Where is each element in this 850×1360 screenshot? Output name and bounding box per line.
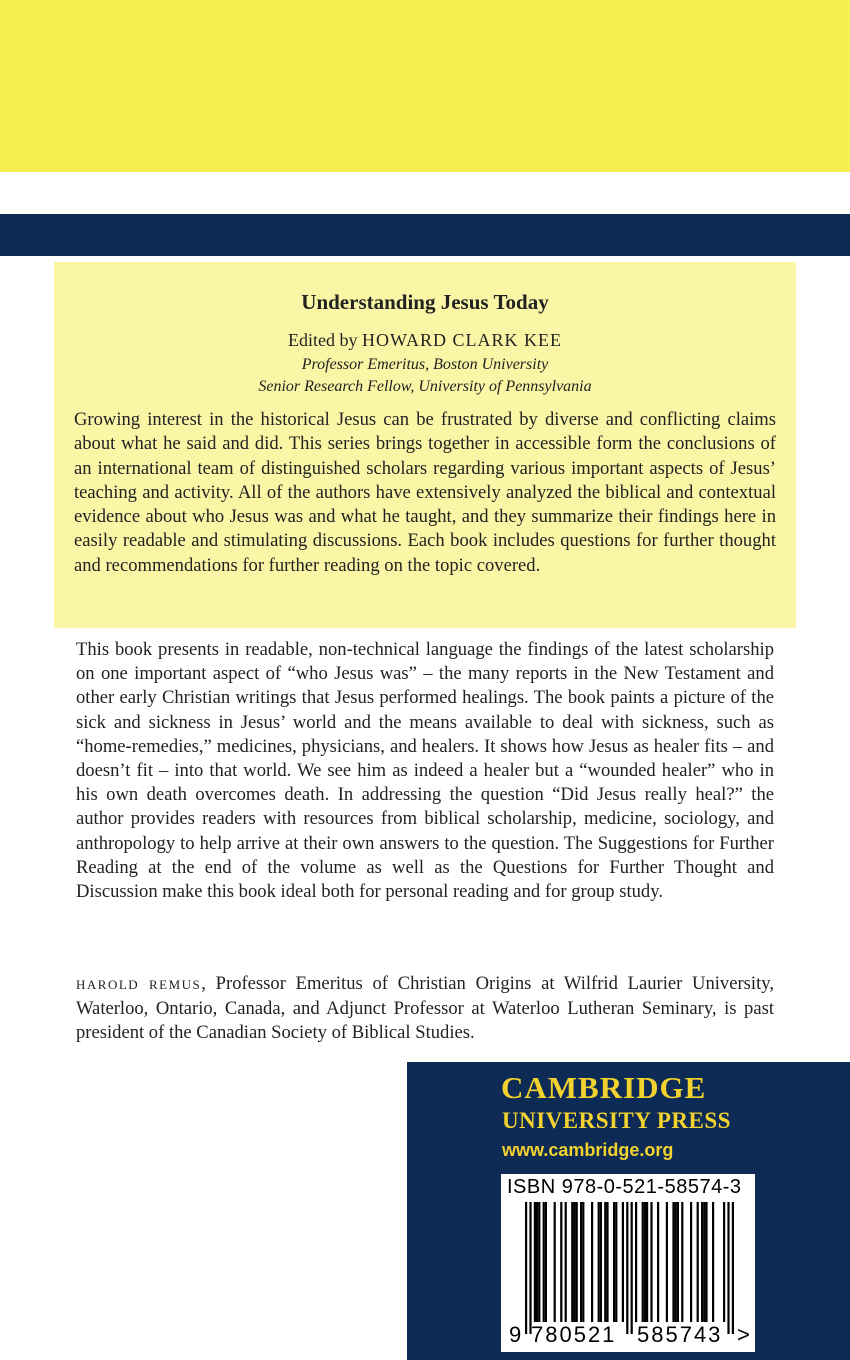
barcode-bar bbox=[571, 1202, 573, 1322]
barcode-bar bbox=[635, 1202, 637, 1322]
barcode-bar bbox=[642, 1202, 644, 1322]
author-bio bbox=[76, 972, 774, 1046]
barcode-bar bbox=[697, 1202, 699, 1322]
barcode-graphic bbox=[501, 1174, 755, 1352]
barcode-bar bbox=[560, 1202, 562, 1322]
barcode-bar bbox=[690, 1202, 692, 1322]
editor-affiliation-1: Professor Emeritus, Boston University bbox=[301, 356, 549, 373]
barcode-bar bbox=[703, 1202, 705, 1322]
series-info-box bbox=[54, 262, 796, 628]
barcode-bar bbox=[657, 1202, 659, 1322]
barcode-bar bbox=[554, 1202, 556, 1322]
book-description: This book presents in readable, non-technical language the findings of the latest scholarship on one important aspect of “who Jesus was” – the many reports in the New Testament and other early Christian writings that Jesus performed healings. The book paints a picture of the sick and sickness in Jesus’ world and the means available to deal with sickness, such as “home-remedies,” medicines, physicians, and healers. It shows how Jesus as healer fits – and doesn’t fit – into that world. We see him as indeed a healer but a “wounded healer” who in his own death overcomes death. In addressing the question “Did Jesus really heal?” the author provides readers with resources from biblical scholarship, medicine, sociology, and anthropology to help arrive at their own answers to the question. The Suggestions for Further Reading at the end of the volume as well as the Questions for Further Thought and Discussion make this book ideal both for personal reading and for group study. bbox=[76, 639, 774, 903]
publisher-url: www.cambridge.org bbox=[502, 1140, 674, 1160]
barcode-box bbox=[501, 1174, 755, 1352]
series-editor-line bbox=[54, 330, 796, 351]
barcode-bar bbox=[626, 1202, 628, 1334]
barcode-bar bbox=[606, 1202, 608, 1322]
author-name: HAROLD REMUS bbox=[76, 977, 202, 992]
editor-name: HOWARD CLARK KEE bbox=[362, 330, 562, 350]
publisher-subtitle: UNIVERSITY PRESS bbox=[502, 1108, 731, 1133]
barcode-bar bbox=[615, 1202, 617, 1322]
barcode-bar bbox=[538, 1202, 540, 1322]
barcode-bar bbox=[727, 1202, 729, 1334]
barcode-bar bbox=[543, 1202, 545, 1322]
barcode-bar bbox=[565, 1202, 567, 1322]
series-title: Understanding Jesus Today bbox=[301, 290, 549, 314]
barcode-bar bbox=[525, 1202, 527, 1334]
barcode-end-mark: > bbox=[737, 1322, 750, 1347]
barcode-bar bbox=[604, 1202, 606, 1322]
barcode-bar bbox=[677, 1202, 679, 1322]
barcode-bar bbox=[582, 1202, 584, 1322]
barcode-bar bbox=[675, 1202, 677, 1322]
barcode-bar bbox=[701, 1202, 703, 1322]
barcode-first-digit: 9 bbox=[509, 1322, 522, 1347]
barcode-bar bbox=[650, 1202, 652, 1322]
barcode-bar bbox=[681, 1202, 683, 1322]
barcode-left-digits: 780521 bbox=[531, 1322, 617, 1347]
barcode-bar bbox=[573, 1202, 575, 1322]
barcode-bar bbox=[666, 1202, 668, 1322]
barcode-bar bbox=[631, 1202, 633, 1334]
barcode-bar bbox=[712, 1202, 714, 1322]
barcode-bar bbox=[600, 1202, 602, 1322]
barcode-bar bbox=[534, 1202, 536, 1322]
barcode-bar bbox=[705, 1202, 707, 1322]
barcode-bar bbox=[672, 1202, 674, 1322]
barcode-bar bbox=[545, 1202, 547, 1322]
barcode-bar bbox=[613, 1202, 615, 1322]
barcode-right-digits: 585743 bbox=[637, 1322, 723, 1347]
publisher-panel bbox=[407, 1062, 850, 1360]
barcode-bar bbox=[536, 1202, 538, 1322]
barcode-bar bbox=[591, 1202, 593, 1322]
barcode-bar bbox=[723, 1202, 725, 1322]
isbn-number: ISBN 978-0-521-58574-3 bbox=[507, 1176, 742, 1198]
top-yellow-band bbox=[0, 0, 850, 172]
barcode-bar bbox=[644, 1202, 646, 1322]
barcode-bar bbox=[580, 1202, 582, 1322]
publisher-name: CAMBRIDGE bbox=[501, 1070, 707, 1105]
editor-affiliation-2: Senior Research Fellow, University of Pennsylvania bbox=[258, 378, 592, 395]
edited-by-label: Edited by bbox=[288, 330, 358, 350]
barcode-bar bbox=[646, 1202, 648, 1322]
barcode-bar bbox=[622, 1202, 624, 1322]
author-bio-text: , Professor Emeritus of Christian Origins at Wilfrid Laurier University, Waterloo, Ontario, Canada, and Adjunct Professor at Waterloo Lutheran Seminary, is past president of the Canadian Society of Biblical Studies. bbox=[76, 973, 774, 1044]
barcode-bar bbox=[732, 1202, 734, 1334]
series-description: Growing interest in the historical Jesus can be frustrated by diverse and conflicting claims about what he said and did. This series brings together in accessible form the conclusions of an international team of distinguished scholars regarding various important aspects of Jesus’ teaching and activity. All of the authors have extensively analyzed the biblical and contextual evidence about who Jesus was and what he taught, and they summarize their findings here in easily readable and stimulating discussions. Each book includes questions for further thought and recommendations for further reading on the topic covered. bbox=[74, 409, 776, 576]
barcode-bar bbox=[576, 1202, 578, 1322]
barcode-bar bbox=[529, 1202, 531, 1334]
navy-stripe bbox=[0, 214, 850, 256]
barcode-bar bbox=[598, 1202, 600, 1322]
barcode-bars bbox=[525, 1202, 734, 1334]
